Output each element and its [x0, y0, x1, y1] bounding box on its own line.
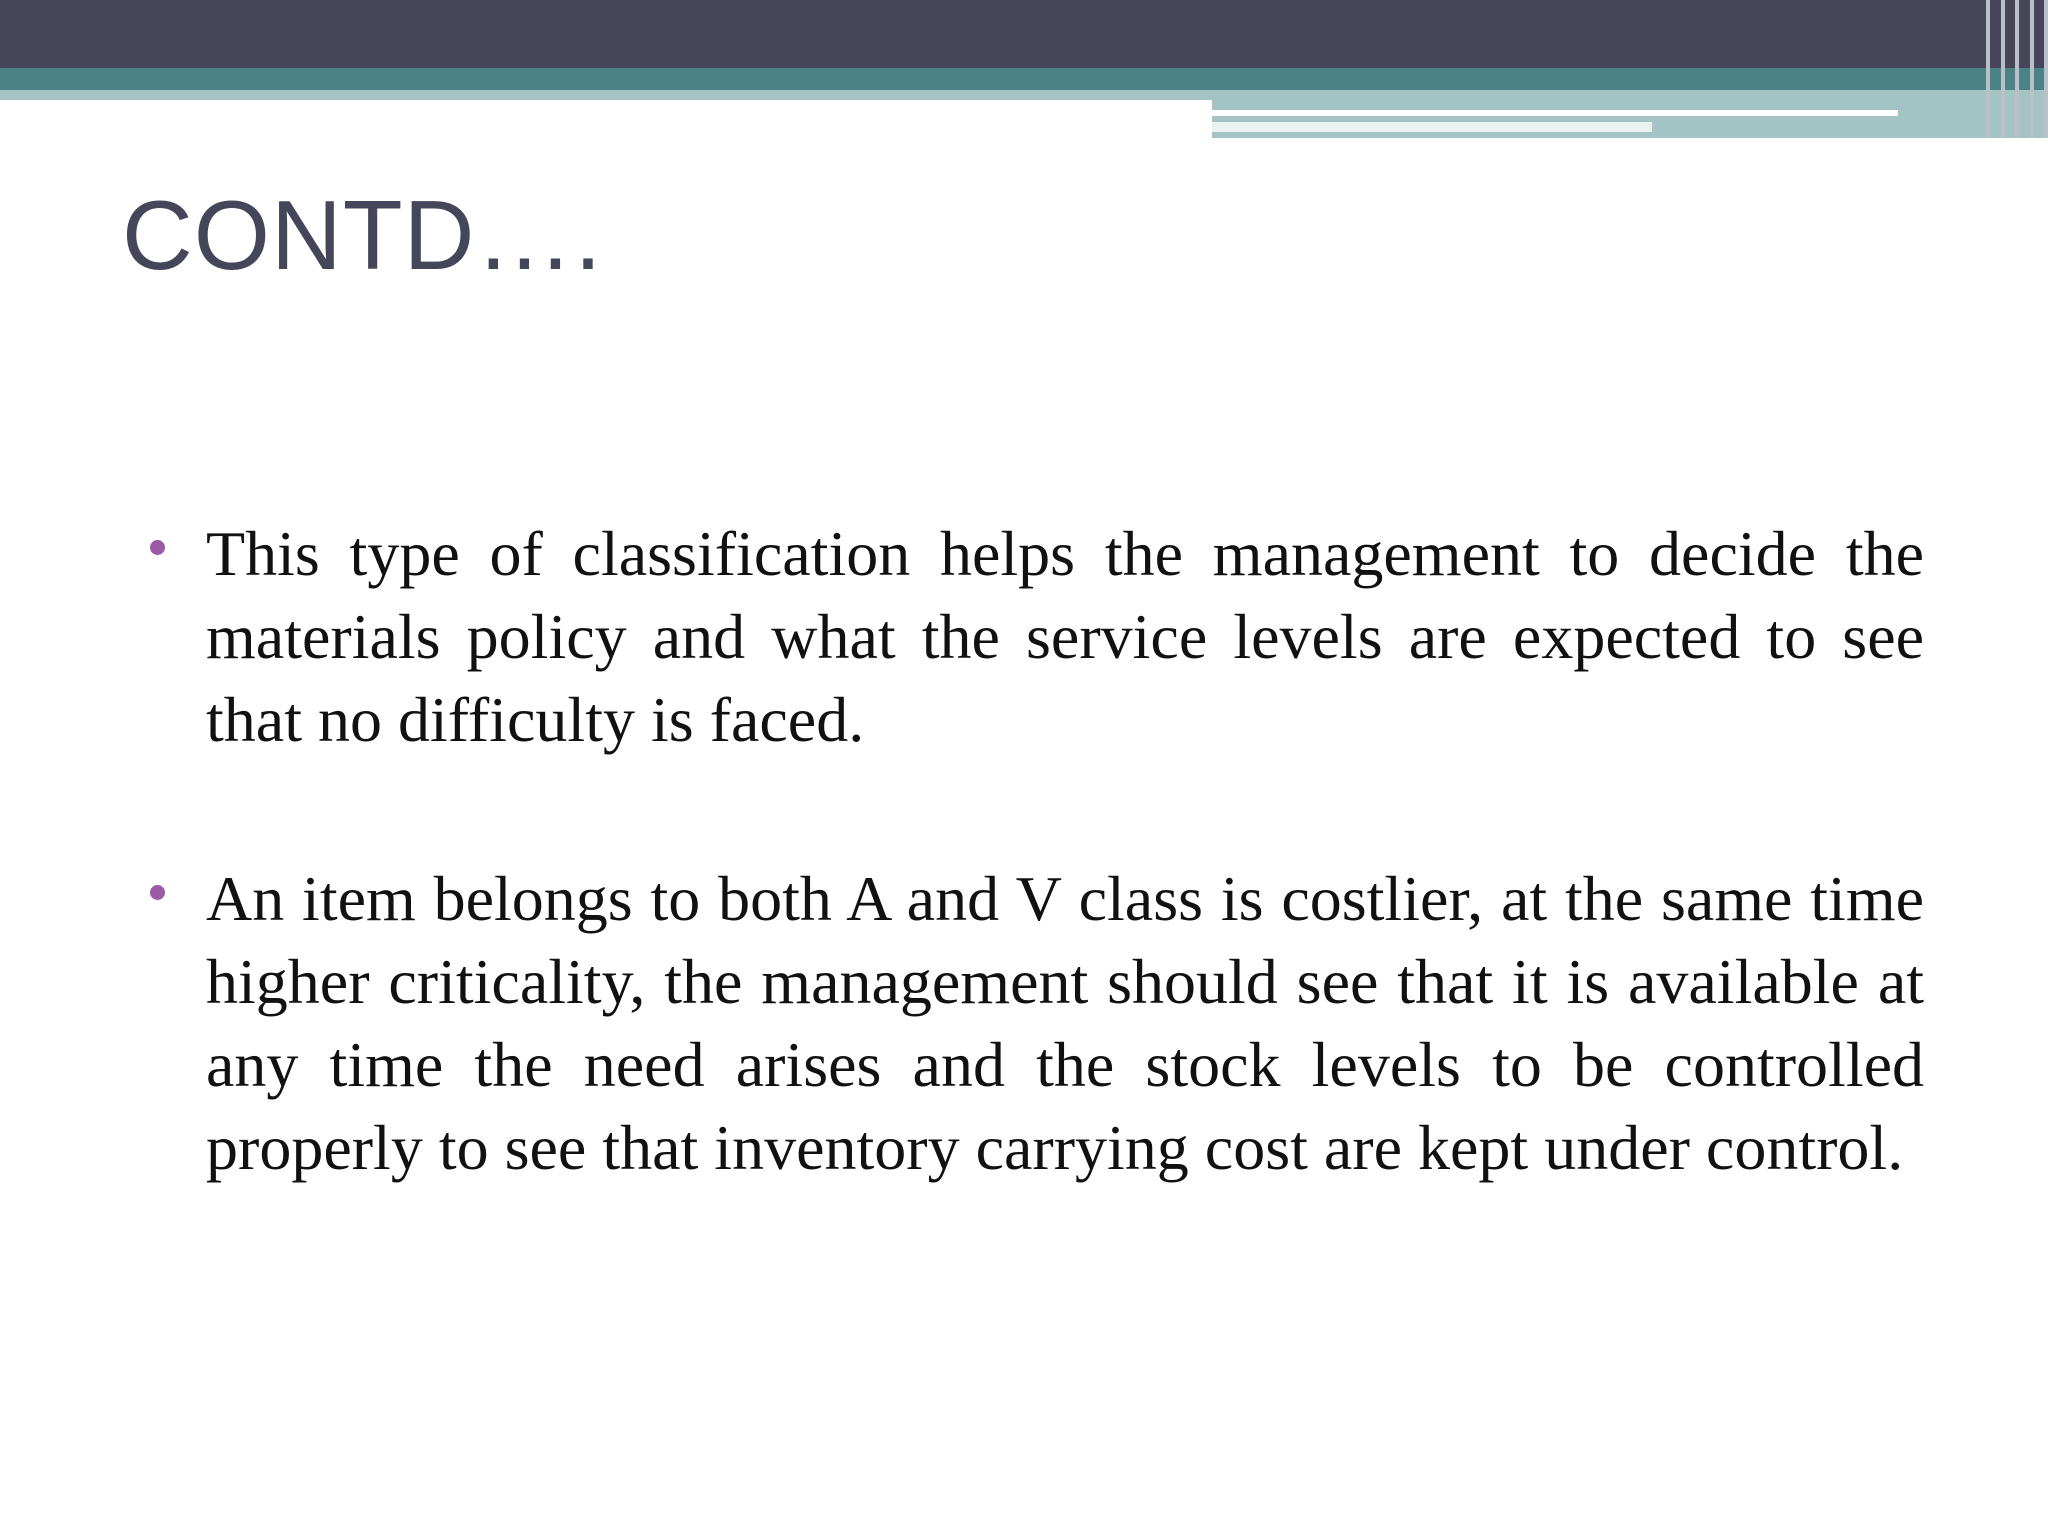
header-dark-bar: [0, 0, 2048, 68]
slide-title: CONTD….: [122, 180, 603, 290]
stripe: [2030, 0, 2034, 138]
header-accent-line: [1212, 110, 1898, 116]
bullet-item: [148, 857, 1924, 1189]
bullet-list: [148, 512, 1924, 1285]
header-teal-bar: [0, 68, 2048, 90]
header-light-bar-left: [0, 90, 1212, 100]
stripe: [2015, 0, 2019, 138]
bullet-text: This type of classification helps the management to decide the materials policy and what the service levels are expected to see that no difficulty is faced.: [206, 518, 1924, 755]
stripe: [2044, 0, 2048, 138]
header-accent-line-secondary: [1212, 122, 1652, 132]
header-vertical-stripes: [1986, 0, 2048, 138]
bullet-item: [148, 512, 1924, 761]
bullet-text: An item belongs to both A and V class is costlier, at the same time higher criticality, the management should see that it is available at any time the need arises and the stock levels to be controlled properly to see that inventory carrying cost are kept under control.: [206, 863, 1924, 1183]
bullet-marker-icon: [150, 885, 165, 900]
stripe: [1986, 0, 1990, 138]
stripe: [2001, 0, 2005, 138]
bullet-marker-icon: [150, 540, 165, 555]
